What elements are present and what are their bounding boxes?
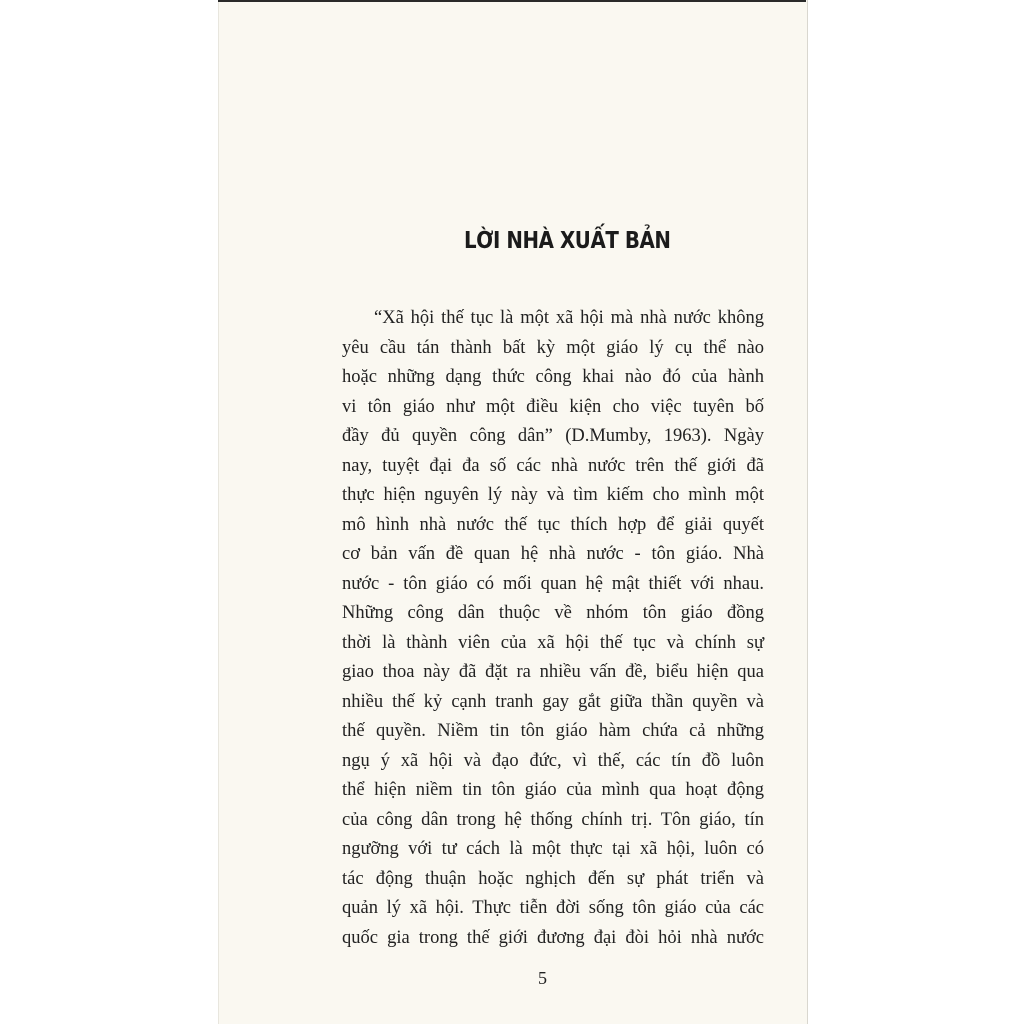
text-line: mô hình nhà nước thế tục thích hợp để giải quyết xyxy=(342,514,764,535)
page-number: 5 xyxy=(538,968,547,988)
text-line: giao thoa này đã đặt ra nhiều vấn đề, biểu hiện qua xyxy=(342,662,764,682)
text-line: vi tôn giáo như một điều kiện cho việc tuyên bố xyxy=(342,396,764,417)
text-line: ngụ ý xã hội và đạo đức, vì thế, các tín đồ luôn xyxy=(342,750,764,771)
text-line: nước - tôn giáo có mối quan hệ mật thiết với nhau. xyxy=(342,573,764,594)
top-rule xyxy=(218,0,806,2)
text-line: thời là thành viên của xã hội thế tục và chính sự xyxy=(342,632,764,653)
text-line: thực hiện nguyên lý này và tìm kiếm cho mình một xyxy=(342,485,764,505)
text-line: cơ bản vấn đề quan hệ nhà nước - tôn giáo. Nhà xyxy=(342,544,764,564)
page-heading: LỜI NHÀ XUẤT BẢN xyxy=(464,228,671,254)
body-paragraph xyxy=(342,304,764,953)
text-line: của công dân trong hệ thống chính trị. Tôn giáo, tín xyxy=(342,809,764,830)
text-line: hoặc những dạng thức công khai nào đó của hành xyxy=(342,367,764,387)
text-line: đầy đủ quyền công dân” (D.Mumby, 1963). Ngày xyxy=(342,426,764,446)
text-line: nay, tuyệt đại đa số các nhà nước trên thế giới đã xyxy=(342,455,764,476)
text-line: ngưỡng với tư cách là một thực tại xã hội, luôn có xyxy=(342,839,764,859)
text-line: thế quyền. Niềm tin tôn giáo hàm chứa cả những xyxy=(342,721,764,741)
text-line: thể hiện niềm tin tôn giáo của mình qua hoạt động xyxy=(342,780,764,800)
text-line: quản lý xã hội. Thực tiễn đời sống tôn giáo của các xyxy=(342,898,764,918)
text-line: “Xã hội thế tục là một xã hội mà nhà nước không xyxy=(374,308,764,328)
text-line: yêu cầu tán thành bất kỳ một giáo lý cụ thể nào xyxy=(342,337,764,358)
text-line: tác động thuận hoặc nghịch đến sự phát triển và xyxy=(342,868,764,889)
text-line: Những công dân thuộc về nhóm tôn giáo đồng xyxy=(342,603,764,623)
text-line: quốc gia trong thế giới đương đại đòi hỏi nhà nước xyxy=(342,927,764,948)
text-line: nhiều thế kỷ cạnh tranh gay gắt giữa thần quyền và xyxy=(342,691,764,712)
